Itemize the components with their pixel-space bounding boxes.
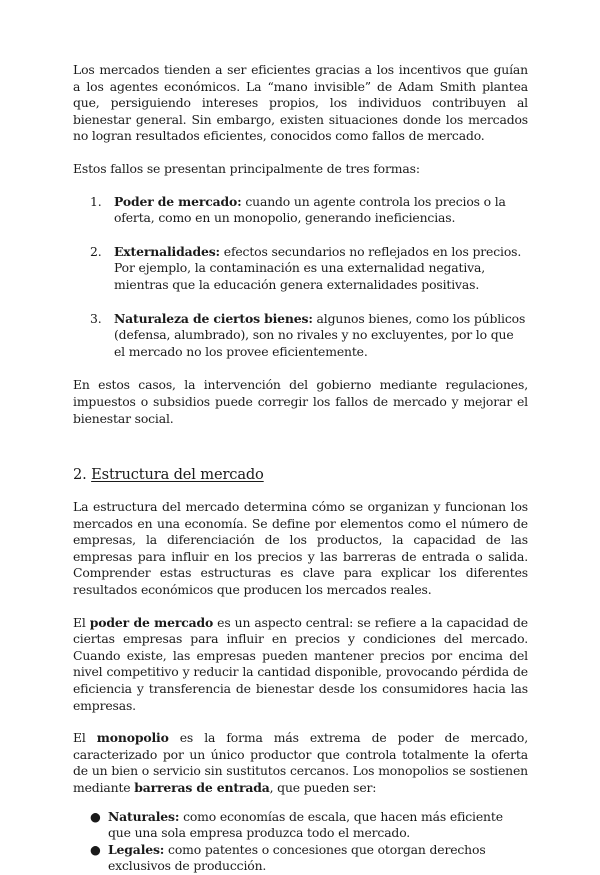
text-run: El (73, 730, 97, 746)
intervention-paragraph: En estos casos, la intervención del gobierno mediante regulaciones, impuestos o subsidios puede corregir los fallos de mercado y mejorar el bienestar social. (73, 377, 528, 426)
list-text: efectos secundarios no reflejados en los precios. Por ejemplo, la contaminación es una externalidad negativa, mientras que la educación genera externalidades positivas. (114, 243, 522, 292)
list-term: Naturaleza de ciertos bienes: (114, 310, 313, 326)
text-run: El (73, 614, 90, 630)
list-term: Legales: (108, 841, 165, 857)
market-power-paragraph (73, 615, 528, 715)
list-text: cuando un agente controla los precios o la oferta, como en un monopolio, generando ineficiencias. (114, 193, 506, 226)
market-failure-list (73, 194, 528, 361)
structure-paragraph: La estructura del mercado determina cómo se organizan y funcionan los mercados en una economía. Se define por elementos como el número de empresas, la diferenciación de los productos, la capacidad de las empresas para influir en los precios y las barreras de entrada o salida. Comprender estas estructuras es clave para explicar los diferentes resultados económicos que producen los mercados reales. (73, 499, 528, 598)
list-term: Naturales: (108, 808, 180, 824)
text-run: es la forma más extrema de poder de mercado, caracterizado por un único productor que controla totalmente la oferta de un bien o servicio sin sustitutos cercanos. Los monopolios se sostienen mediante (73, 730, 528, 795)
list-text: algunos bienes, como los públicos (defensa, alumbrado), son no rivales y no excluyentes, por lo que el mercado no los provee eficientemente. (114, 310, 526, 359)
bold-term: barreras de entrada (134, 780, 270, 795)
forms-intro: Estos fallos se presentan principalmente de tres formas: (73, 160, 420, 176)
list-term: Poder de mercado: (114, 193, 242, 209)
section-number: 2. (73, 466, 92, 484)
bold-term: poder de mercado (89, 614, 214, 630)
list-item (73, 244, 528, 294)
bold-term: monopolio (96, 730, 169, 746)
section-heading (73, 465, 528, 485)
intro-paragraph: Los mercados tienden a ser eficientes gracias a los incentivos que guían a los agentes económicos. La “mano invisible” de Adam Smith plantea que, persiguiendo intereses propios, los individuos contribuyen al bienestar general. Sin embargo, existen situaciones donde los mercados no logran resultados eficientes, conocidos como fallos de mercado. (73, 62, 528, 144)
barriers-list (73, 809, 528, 875)
text-run: es un aspecto central: se refiere a la capacidad de ciertas empresas para influir en precios y condiciones del mercado. Cuando existe, las empresas pueden mantener precios por encima del nivel competitivo y reducir la cantidad disponible, provocando pérdida de eficiencia y transferencia de bienestar desde los consumidores hacia las empresas. (73, 614, 528, 713)
list-number: 1. (90, 193, 102, 209)
list-item (73, 809, 528, 842)
list-text: como economías de escala, que hacen más eficiente que una sola empresa produzca todo el mercado. (108, 808, 503, 841)
list-number: 2. (90, 243, 102, 259)
list-text: como patentes o concesiones que otorgan derechos exclusivos de producción. (108, 841, 486, 874)
section-title: Estructura del mercado (91, 466, 264, 484)
list-term: Externalidades: (114, 243, 220, 259)
monopoly-paragraph (73, 730, 528, 796)
bullet-icon: ● (90, 808, 101, 824)
list-item (73, 842, 528, 875)
text-run: , que pueden ser: (269, 780, 377, 795)
list-item (73, 311, 528, 361)
list-number: 3. (90, 310, 102, 326)
bullet-icon: ● (90, 841, 101, 857)
list-item (73, 194, 528, 227)
